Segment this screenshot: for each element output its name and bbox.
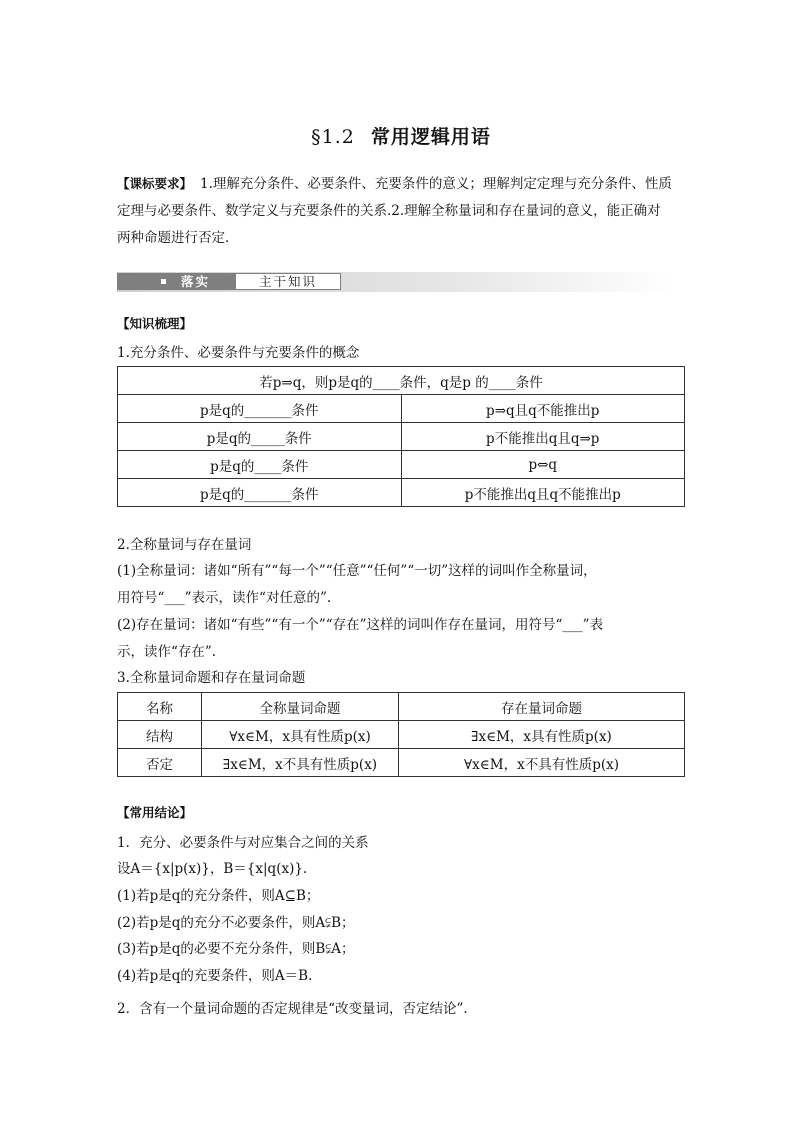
paragraph-line: 设A＝{x|p(x)}，B＝{x|q(x)}. xyxy=(117,861,308,877)
paragraph-line: (2)若p是q的充分不必要条件，则A⫋B； xyxy=(117,915,355,931)
paragraph-line: 示，读作“存在”. xyxy=(117,644,217,660)
section-number: §1.2 xyxy=(311,126,355,148)
paragraph-line: (4)若p是q的充要条件，则A＝B. xyxy=(117,968,313,984)
requirements-line: 1.理解充分条件、必要条件、充要条件的意义；理解判定定理与充分条件、性质 xyxy=(200,176,672,192)
table-row xyxy=(118,395,685,423)
paragraph-line: (1)全称量词：诸如“所有”“每一个”“任意”“任何”“一切”这样的词叫作全称量词， xyxy=(117,563,597,579)
requirements-line: 定理与必要条件、数学定义与充要条件的关系.2.理解全称量词和存在量词的意义，能正确对 xyxy=(117,203,661,219)
paragraph-line: 2．含有一个量词命题的否定规律是“改变量词，否定结论”. xyxy=(117,1001,468,1017)
quantifier-table xyxy=(117,692,685,777)
table-cell: 结构 xyxy=(118,721,202,749)
table-row xyxy=(118,451,685,479)
table-header-cell: 全称量词命题 xyxy=(202,693,399,721)
table-cell: ∀x∈M，x具有性质p(x) xyxy=(202,721,399,749)
table-cell: ∃x∈M，x不具有性质p(x) xyxy=(202,749,399,777)
table-cell: p是q的_______条件 xyxy=(118,395,402,423)
paragraph-line: 1．充分、必要条件与对应集合之间的关系 xyxy=(117,835,369,851)
conclusions-tag: 【常用结论】 xyxy=(117,805,193,820)
table-row xyxy=(118,479,685,507)
table-row xyxy=(118,367,685,395)
table-row xyxy=(118,693,685,721)
table-cell: p⇔q xyxy=(401,451,685,479)
page-title xyxy=(117,122,685,149)
paragraph-line: 用符号“___”表示，读作“对任意的”. xyxy=(117,590,332,606)
section-title: 常用逻辑用语 xyxy=(370,126,491,148)
table-cell: p是q的____条件 xyxy=(118,451,402,479)
table-cell: ∃x∈M，x具有性质p(x) xyxy=(399,721,685,749)
table-cell: p不能推出q且q⇒p xyxy=(401,423,685,451)
table-row xyxy=(118,721,685,749)
table-cell: p⇒q且q不能推出p xyxy=(401,395,685,423)
table-row xyxy=(118,749,685,777)
knowledge-tag: 【知识梳理】 xyxy=(117,316,193,331)
banner-right: 主干知识 xyxy=(235,273,341,290)
table-cell: p不能推出q且q不能推出p xyxy=(401,479,685,507)
table-cell: 否定 xyxy=(118,749,202,777)
conditions-table xyxy=(117,366,685,507)
requirements-tag: 【课标要求】 xyxy=(117,176,193,191)
table-header-cell: 名称 xyxy=(118,693,202,721)
subsection-title: 1.充分条件、必要条件与充要条件的概念 xyxy=(117,345,360,361)
requirements-line: 两种命题进行否定． xyxy=(117,230,239,246)
subsection-title: 3.全称量词命题和存在量词命题 xyxy=(117,670,306,686)
table-row xyxy=(118,423,685,451)
banner-left: 落实 xyxy=(117,273,235,290)
paragraph-line: (1)若p是q的充分条件，则A⊆B； xyxy=(117,888,320,904)
square-icon xyxy=(161,279,166,284)
subsection-title: 2.全称量词与存在量词 xyxy=(117,537,252,553)
section-banner xyxy=(117,272,675,292)
paragraph-line: (3)若p是q的必要不充分条件，则B⫋A； xyxy=(117,941,355,957)
table-cell: p是q的_____条件 xyxy=(118,423,402,451)
table-header-cell: 存在量词命题 xyxy=(399,693,685,721)
paragraph-line: (2)存在量词：诸如“有些”“有一个”“存在”这样的词叫作存在量词，用符号“___”表 xyxy=(117,617,604,633)
table-cell: ∀x∈M，x不具有性质p(x) xyxy=(399,749,685,777)
curriculum-requirements xyxy=(117,170,685,252)
table-header-cell: 若p⇒q，则p是q的____条件，q是p 的____条件 xyxy=(118,367,685,395)
table-cell: p是q的_______条件 xyxy=(118,479,402,507)
